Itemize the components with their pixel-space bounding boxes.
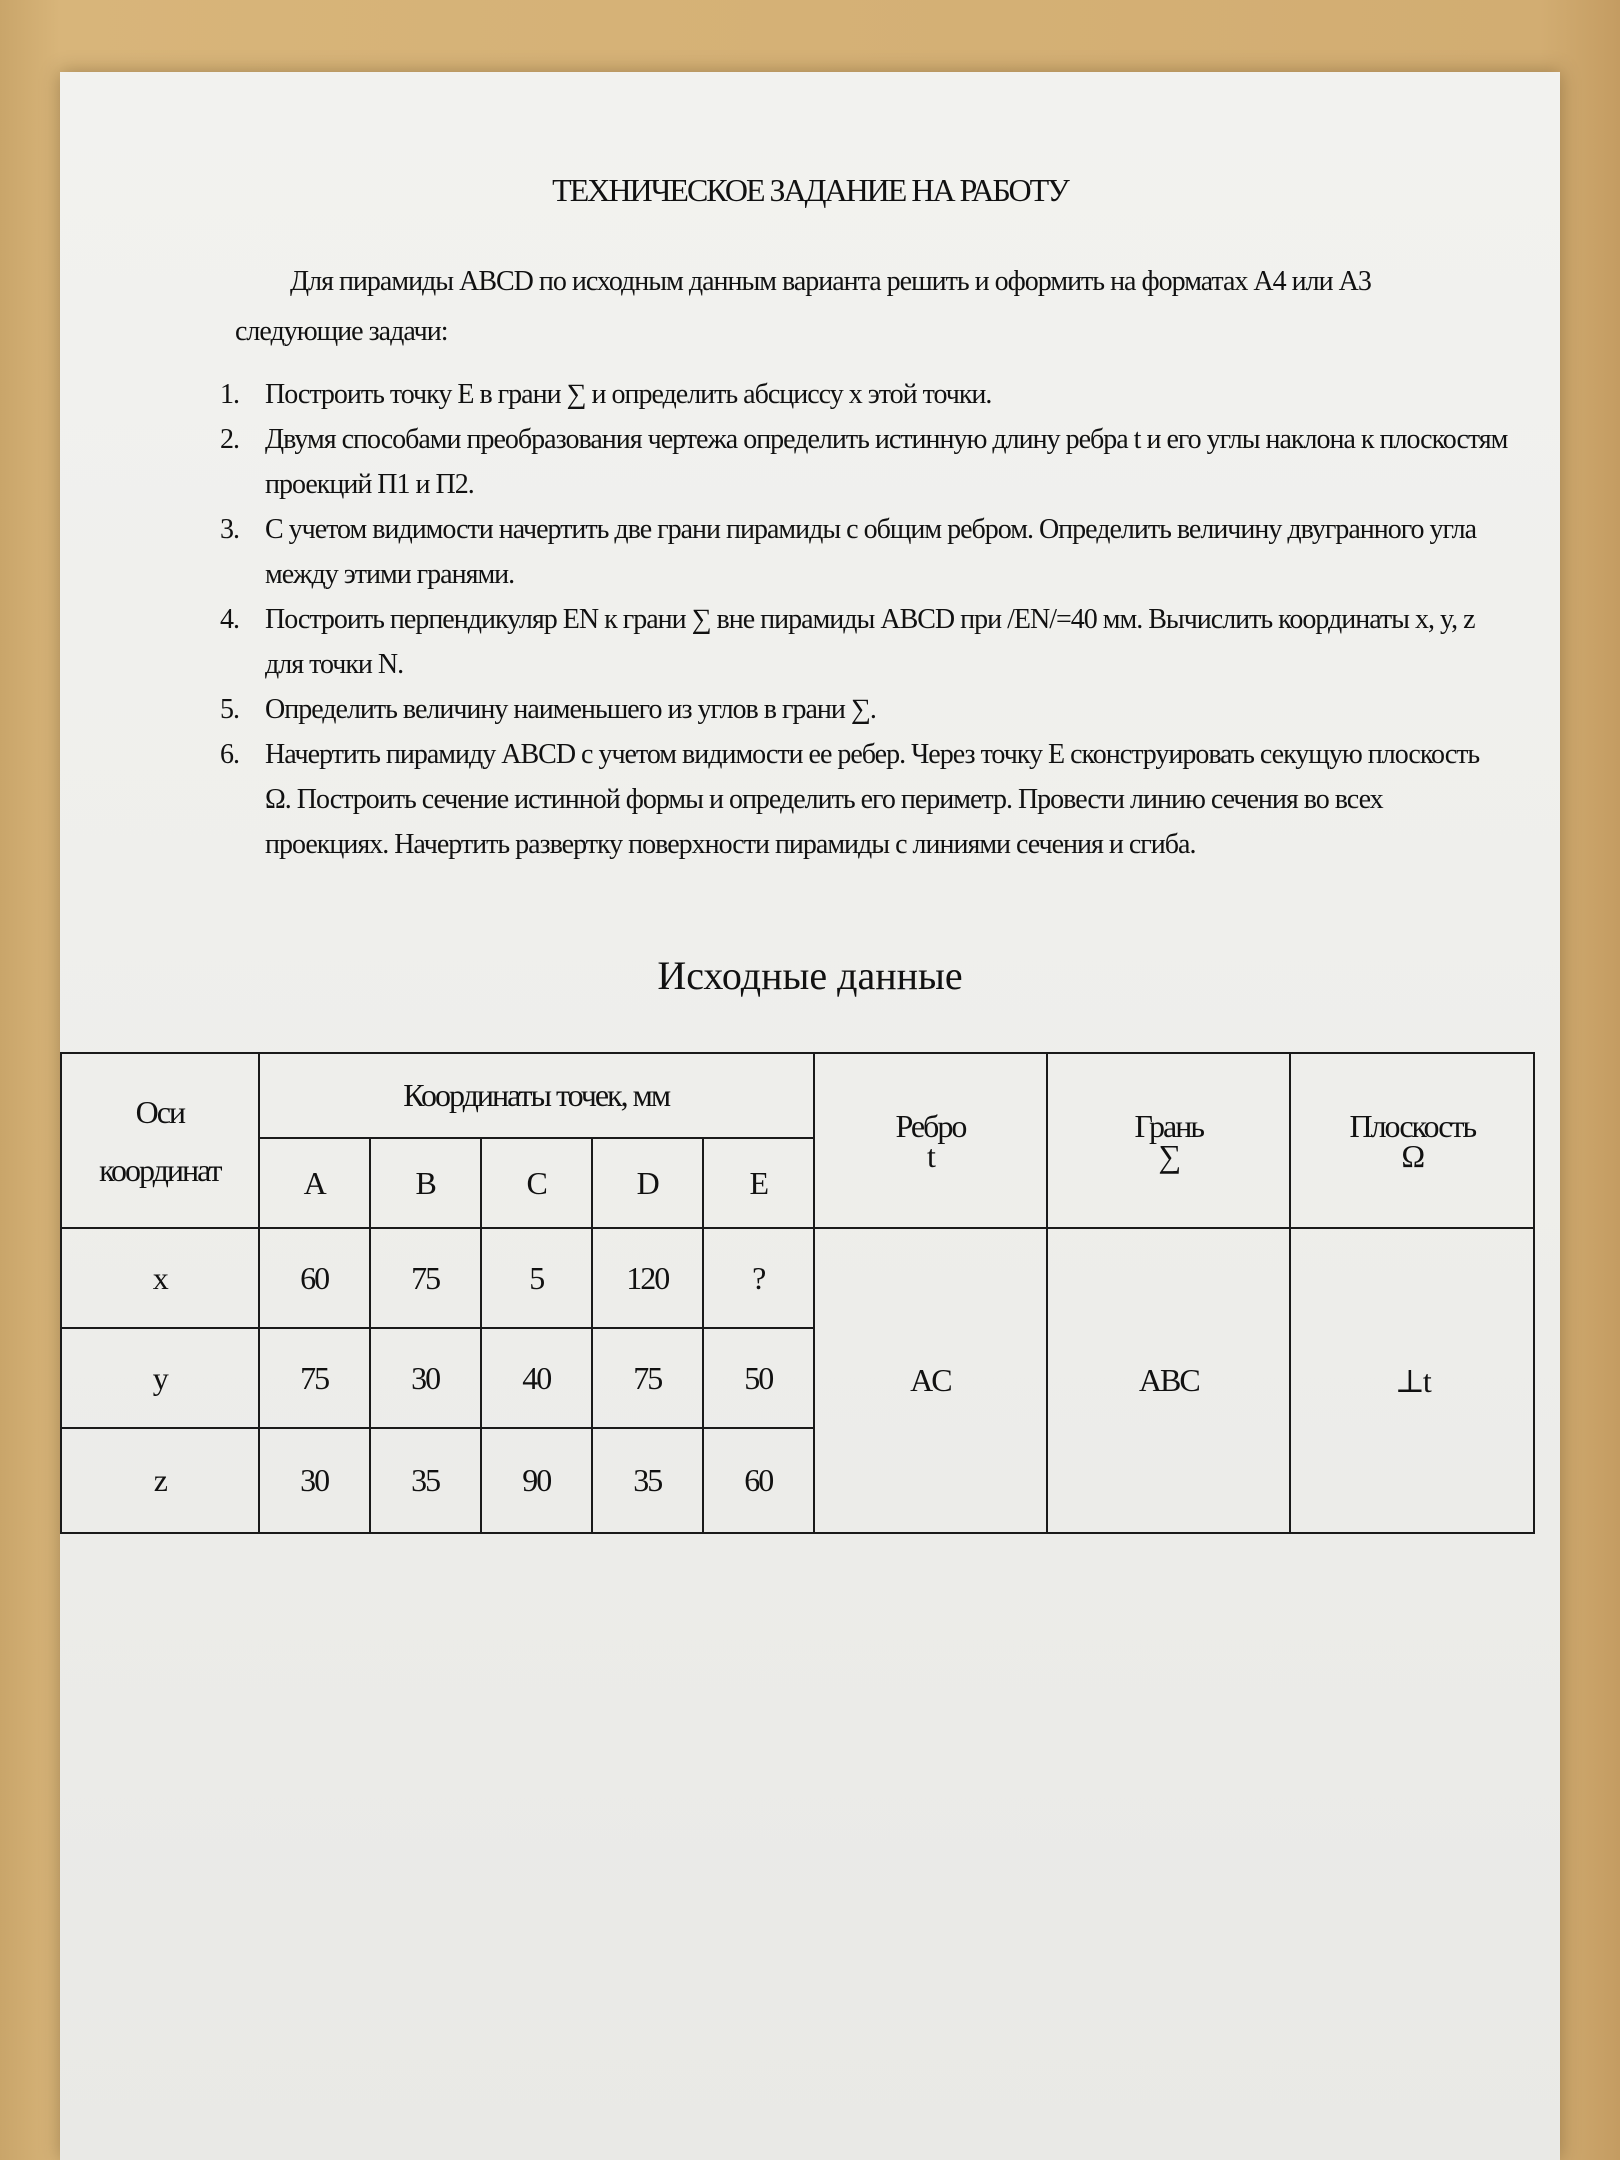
table-cell: 120 [592,1228,703,1328]
axis-label: y [61,1328,259,1428]
face-header-label: Грань [1134,1107,1203,1144]
task-number: 5. [220,694,239,725]
point-header-d: D [592,1138,703,1228]
task-number: 1. [220,379,239,410]
table-cell: 60 [703,1428,814,1533]
axes-header-cell [61,1053,259,1228]
task-text: С учетом видимости начертить две грани пирамиды с общим ребром. Определить величину двугранного угла между этими гранями. [265,514,1476,590]
edge-header-label: Ребро [895,1107,966,1144]
source-data-table [60,1052,1535,1534]
table-cell: 75 [592,1328,703,1428]
task-text: Начертить пирамиду ABCD с учетом видимости ее ребер. Через точку Е сконструировать секущую плоскость Ω. Построить сечение истинной формы и определить его периметр. Провести линию сечения во всех проекциях. Начертить развертку поверхности пирамиды с линиями сечения и сгиба. [265,739,1480,860]
edge-header-cell [814,1053,1047,1228]
plane-header-symbol: Ω [1401,1137,1424,1174]
task-text: Двумя способами преобразования чертежа определить истинную длину ребра t и его углы наклона к плоскостям проекций П1 и П2. [265,424,1508,500]
table-cell: 5 [481,1228,592,1328]
table-cell: 50 [703,1328,814,1428]
point-header-e: E [703,1138,814,1228]
list-item [210,597,1510,687]
plane-header-cell [1290,1053,1534,1228]
edge-header-symbol: t [926,1137,934,1174]
list-item [210,372,1510,417]
plane-value-cell: ⊥t [1290,1228,1534,1533]
intro-paragraph: Для пирамиды ABCD по исходным данным варианта решить и оформить на форматах А4 или А3 следующие задачи: [235,266,1371,347]
list-item [210,507,1510,597]
table-cell: ? [703,1228,814,1328]
point-header-c: C [481,1138,592,1228]
face-header-symbol: ∑ [1158,1137,1180,1174]
task-text: Определить величину наименьшего из углов в грани ∑. [265,694,876,725]
table-cell: 60 [259,1228,370,1328]
table-cell: 30 [370,1328,481,1428]
task-number: 6. [220,739,239,770]
task-number: 2. [220,424,239,455]
task-number: 3. [220,514,239,545]
table-cell: 40 [481,1328,592,1428]
table-cell: 35 [370,1428,481,1533]
list-item [210,732,1510,867]
table-row [61,1228,1534,1328]
task-list [210,372,1510,867]
face-header-cell [1047,1053,1290,1228]
coords-header-cell: Координаты точек, мм [259,1053,814,1138]
paper-sheet [60,72,1560,2160]
axis-label: x [61,1228,259,1328]
plane-header-label: Плоскость [1349,1107,1476,1144]
task-number: 4. [220,604,239,635]
point-header-b: B [370,1138,481,1228]
table-cell: 35 [592,1428,703,1533]
table-cell: 30 [259,1428,370,1533]
table-cell: 90 [481,1428,592,1533]
list-item [210,417,1510,507]
task-text: Построить точку Е в грани ∑ и определить абсциссу x этой точки. [265,379,992,410]
section-subtitle: Исходные данные [657,953,963,998]
table-cell: 75 [259,1328,370,1428]
document-title: ТЕХНИЧЕСКОЕ ЗАДАНИЕ НА РАБОТУ [552,172,1068,208]
axis-label: z [61,1428,259,1533]
face-value-cell: ABC [1047,1228,1290,1533]
axes-header-line1: Оси [135,1093,185,1130]
list-item [210,687,1510,732]
point-header-a: A [259,1138,370,1228]
table-cell: 75 [370,1228,481,1328]
task-text: Построить перпендикуляр EN к грани ∑ вне пирамиды ABCD при /EN/=40 мм. Вычислить координаты x, y, z для точки N. [265,604,1475,680]
edge-value-cell: AC [814,1228,1047,1533]
axes-header-line2: координат [99,1151,221,1188]
